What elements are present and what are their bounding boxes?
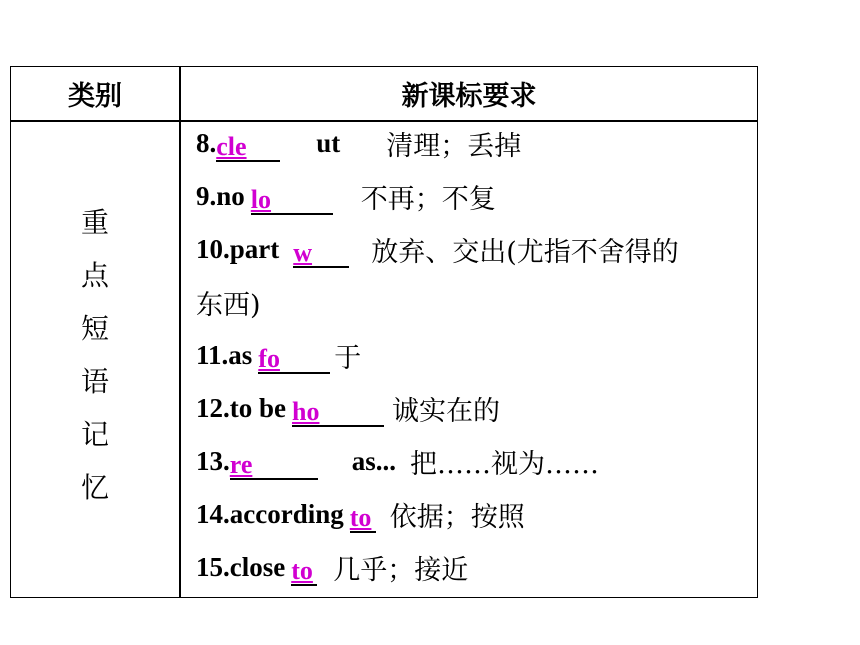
phrase-meaning: 诚实在的 [392,396,500,427]
phrase-row-continuation [196,276,756,329]
header-category: 类别 [68,81,122,112]
answer-blank [258,338,330,374]
phrase-prefix: 13. [196,446,230,476]
phrase-meaning: 把……视为…… [410,449,600,480]
phrase-prefix: 12.to be [196,393,286,423]
category-char: 短 [80,312,109,345]
answer-text: re [229,449,253,479]
phrase-meaning: 几乎；接近 [333,555,469,586]
phrase-prefix: 11.as [196,340,253,370]
category-char: 记 [80,418,109,451]
answer-blank [292,391,384,427]
phrase-meaning: 不再；不复 [360,184,496,215]
phrase-row [196,117,756,170]
answer-blank [350,497,376,533]
answer-text: to [349,502,372,532]
category-char: 忆 [80,471,109,504]
answer-blank [291,550,317,586]
phrase-meaning: 清理；丢掉 [386,131,522,162]
phrase-suffix: as... [351,446,397,476]
phrase-meaning: 东西) [196,290,261,321]
answer-text: cle [216,131,247,161]
answer-text: fo [258,343,280,373]
answer-text: lo [250,184,272,214]
phrase-row [196,223,756,276]
column-divider [179,67,181,597]
category-char: 语 [80,365,109,398]
phrase-meaning: 放弃、交出(尤指不舍得的 [371,237,679,268]
phrase-suffix: ut [316,128,341,158]
category-char: 重 [80,206,109,239]
answer-text: w [293,237,313,267]
phrase-row [196,329,756,382]
phrase-prefix: 10.part [196,234,280,264]
phrase-row [196,488,756,541]
phrase-row [196,435,756,488]
phrase-meaning: 依据；按照 [389,502,525,533]
phrase-prefix: 8. [196,128,217,158]
header-requirement: 新课标要求 [401,81,537,112]
phrase-row [196,382,756,435]
phrase-meaning: 于 [334,343,362,374]
phrase-prefix: 9.no [196,181,245,211]
answer-blank [293,232,349,268]
answer-blank [216,126,280,162]
category-cell [62,196,128,514]
phrase-row [196,541,756,594]
answer-text: ho [292,396,320,426]
answer-blank [251,179,333,215]
answer-blank [230,444,318,480]
category-char: 点 [80,259,109,292]
phrase-row [196,170,756,223]
phrase-prefix: 15.close [196,552,286,582]
phrase-prefix: 14.according [196,499,344,529]
phrase-list [196,117,756,594]
answer-text: to [291,555,313,585]
